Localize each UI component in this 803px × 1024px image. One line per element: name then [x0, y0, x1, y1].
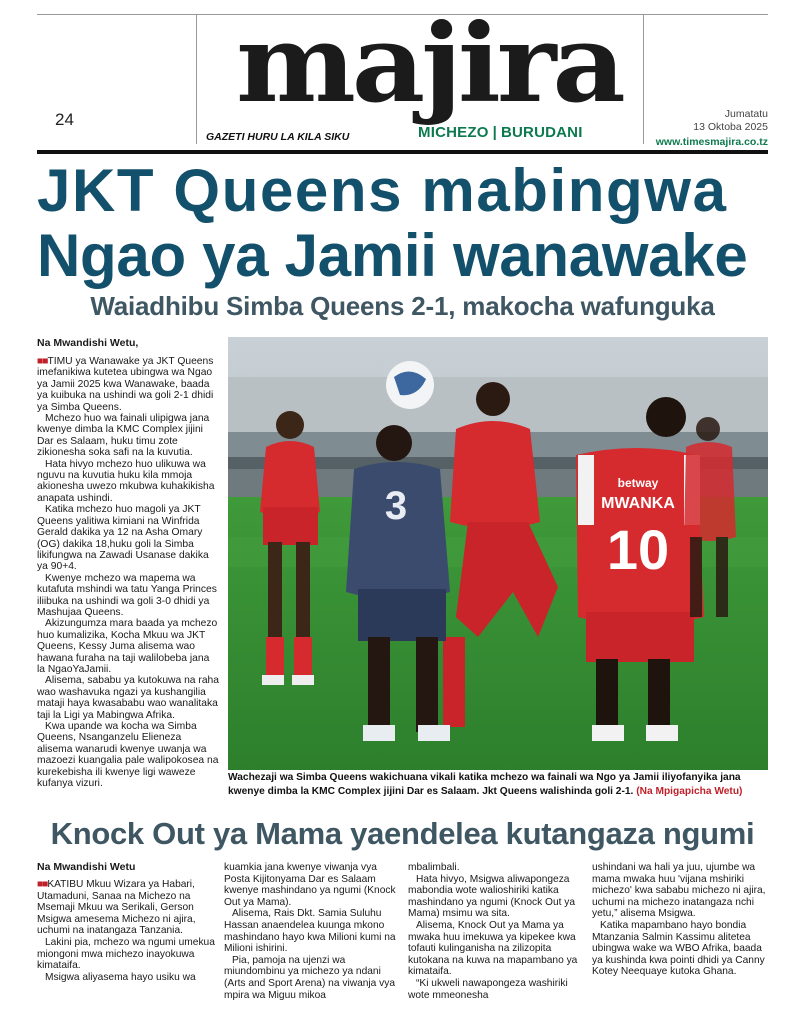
article-paragraph: mbalimbali. — [408, 862, 460, 873]
article-paragraph: Kwenye mchezo wa mapema wa kutafuta mshindi wa tatu Yanga Princes iliibuka na ushindi wa goli 3-0 dhidi ya Mashujaa Queens. — [37, 572, 217, 618]
article-paragraph: Alisema, sababu ya kutokuwa na raha wao washavuka ngazi ya kushangilia mataji haya kwasababu wao wanalitaka taji la Ligi ya Mabingwa Afrika. — [37, 675, 220, 721]
photo-caption — [228, 771, 768, 798]
masthead-rule — [37, 150, 768, 154]
second-byline: Na Mwandishi Wetu — [37, 861, 136, 873]
page-number: 24 — [55, 110, 74, 129]
lead-headline-line2: Ngao ya Jamii wanawake — [37, 222, 748, 289]
article-paragraph: ■■KATIBU Mkuu Wizara ya Habari, Utamaduni, Sanaa na Michezo na Msemaji Mkuu wa Serikali, Gerson Msigwa amesema Michezo ni ajira, uchumi na inatangaza Tanzania. — [37, 879, 196, 937]
opponent-number: 3 — [384, 484, 408, 528]
article-paragraph: Akizungumza mara baada ya mchezo huo kumalizika, Kocha Mkuu wa JKT Queens, Kessy Juma alisema wao hawana furaha na taji walilobeba jana la NgaoYaJamii. — [37, 618, 218, 675]
article-paragraph: Katika mchezo huo magoli ya JKT Queens yalitiwa kimiani na Winfrida Gerald dakika ya 12 na Asha Omary (OG) dakika 18,huku goli la Simba likifungwa na Zawadi Usanase dakika ya 90+4. — [37, 504, 209, 573]
caption-text: Wachezaji wa Simba Queens wakichuana vikali katika mchezo wa fainali wa Ngo ya Jamii iliyofanyika jana kwenye dimba la KMC Complex jijini Dar es Salaam. Jkt Queens walishinda goli 2-1. — [228, 772, 741, 797]
football — [386, 361, 434, 409]
article-paragraph: Hata hivyo, Msigwa aliwapongeza mabondia wote walioshiriki katika mashindano ya ngumi (Knock Out ya Mama) msimu wa sita. — [408, 873, 576, 920]
article-paragraph: kuamkia jana kwenye viwanja vya Posta Kijitonyama Dar es Salaam kwenye mashindano ya ngumi (Knock Out ya Mama). — [224, 862, 396, 908]
article-paragraph: “Ki ukweli nawapongeza washiriki wote mmeonesha — [408, 977, 568, 1001]
article-paragraph: Kwa upande wa kocha wa Simba Queens, Nsanganzelu Elieneza alisema wanarudi kwenye uwanja wa mazoezi kuangalia pale walipokosea na kurekebisha ili kwenye ligi waweze kufanya vizuri. — [37, 721, 219, 790]
section-michezo: MICHEZO — [418, 124, 489, 141]
second-article-column-3 — [408, 862, 588, 1001]
tagline: GAZETI HURU LA KILA SIKU — [206, 131, 350, 143]
article-paragraph: ushindani wa hali ya juu, ujumbe wa mama mwaka huu 'vijana mshiriki michezo' kwa sababu michezo ni ajira, uchumi na michezo inatangaza nchi yetu,” alisema Msigwa. — [592, 862, 766, 920]
lead-byline: Na Mwandishi Wetu, — [37, 337, 139, 349]
article-paragraph: ■■TIMU ya Wanawake ya JKT Queens imefanikiwa kutetea ubingwa wa Ngao ya Jamii 2025 kwa Wanawake, baada ya kuibuka na ushindi wa goli 2-1 dhidi ya Simba Queens. — [37, 356, 214, 413]
article-paragraph: Mchezo huo wa fainali ulipigwa jana kwenye dimba la KMC Complex jijini Dar es Salaam, huku timu zote zikionesha soka safi na la kuvutia. — [37, 413, 210, 459]
article-paragraph: Alisema, Rais Dkt. Samia Suluhu Hassan anaendelea kuunga mkono mashindano hayo kwa Milioni kumi na Milioni ishirini. — [224, 908, 396, 955]
newspaper-logo: majira — [236, 1, 622, 127]
issue-day: Jumatatu — [724, 108, 768, 120]
lead-headline — [37, 158, 768, 288]
masthead-divider-left — [196, 14, 197, 144]
second-article-column-4 — [592, 862, 772, 978]
article-paragraph: Alisema, Knock Out ya Mama ya mwaka huu imekuwa ya kipekee kwa tofauti kulinganisha na zilizopita kutokana na kuwa na mapambano ya kimataifa. — [408, 919, 578, 978]
second-article-column-1 — [37, 879, 217, 983]
match-photo-illustration — [228, 337, 768, 770]
lead-subheadline: Waiadhibu Simba Queens 2-1, makocha wafunguka — [90, 291, 715, 321]
section-separator: | — [492, 124, 497, 141]
article-paragraph: Katika mapambano hayo bondia Mtanzania Salmin Kassimu alitetea ubingwa wake wa WBO Afrika, baada ya kushinda kwa pointi dhidi ya Canny Kotey Neequaye kutoka Ghana. — [592, 919, 765, 978]
article-paragraph: Msigwa aliyasema hayo usiku wa — [45, 971, 196, 983]
bullet-mark: ■■ — [37, 879, 48, 890]
jersey-sponsor: betway — [617, 476, 659, 490]
lead-article-body — [37, 356, 219, 789]
photo-credit: (Na Mpigapicha Wetu) — [636, 785, 743, 797]
jersey-number: 10 — [606, 518, 670, 581]
match-photo — [228, 337, 768, 770]
lead-headline-line1: JKT Queens mabingwa — [37, 157, 728, 224]
jersey-name: MWANKA — [601, 495, 675, 512]
website-link[interactable]: www.timesmajira.co.tz — [655, 136, 768, 148]
section-labels — [418, 124, 583, 141]
article-paragraph: Pia, pamoja na ujenzi wa miundombinu ya michezo ya ndani (Arts and Sport Arena) na viwanja vya mpira wa Miguu mikoa — [224, 954, 396, 1001]
article-paragraph: Lakini pia, mchezo wa ngumi umekua miongoni mwa michezo inayokuwa kimataifa. — [37, 936, 215, 972]
article-paragraph: Hata hivyo mchezo huo ulikuwa wa nguvu na kuvutia huku kila mmoja akionesha uwezo mkubwa kuhakikisha anapata ushindi. — [37, 458, 215, 504]
masthead-divider-right — [643, 14, 644, 144]
section-burudani: BURUDANI — [500, 124, 583, 141]
issue-date: 13 Oktoba 2025 — [693, 121, 768, 133]
second-article-column-2 — [224, 862, 404, 1001]
second-headline: Knock Out ya Mama yaendelea kutangaza ngumi — [50, 816, 755, 851]
bullet-mark: ■■ — [37, 356, 48, 367]
